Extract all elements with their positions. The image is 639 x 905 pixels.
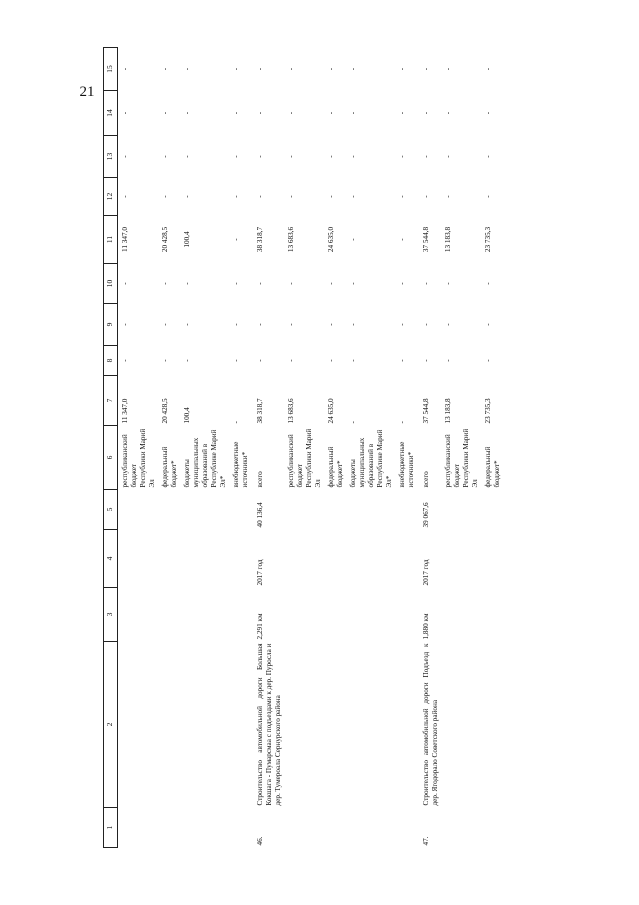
row-number	[324, 808, 346, 848]
amount-total: 20 428,5	[161, 398, 169, 424]
col-header-14: 14	[104, 91, 118, 136]
construction-year	[481, 530, 503, 588]
amount-col-15: -	[256, 67, 264, 71]
object-name	[158, 642, 180, 808]
amount-col-14: -	[398, 111, 406, 115]
amount-col-13: -	[444, 155, 452, 158]
amount-total: 23 735,3	[484, 398, 492, 424]
col-header-10: 10	[104, 264, 118, 304]
col-header-13: 13	[104, 136, 118, 178]
amount-total: 24 635,0	[327, 398, 335, 424]
road-length	[284, 588, 324, 642]
amount-col-13: -	[287, 155, 295, 158]
col-header-3: 3	[104, 588, 118, 642]
amount-col-8: -	[327, 359, 335, 362]
road-length	[481, 588, 503, 642]
amount-col-8: -	[287, 359, 295, 362]
amount-col-14: -	[422, 111, 430, 115]
amount-col-8: -	[183, 359, 191, 362]
row-number	[346, 808, 395, 848]
amount-col-14: -	[444, 111, 452, 115]
page-number: 21	[79, 84, 95, 100]
amount-col-14: -	[349, 111, 357, 115]
col-header-2: 2	[104, 642, 118, 808]
amount-col-13: -	[349, 155, 357, 158]
estimated-cost	[284, 490, 324, 530]
row-number: 46.	[256, 836, 264, 846]
row-number	[441, 808, 481, 848]
amount-col-11: 37 544,8	[422, 226, 430, 253]
object-name: Строительство автомобильной дороги Подъезд к дер. Ягодорало Советского района	[422, 643, 439, 806]
estimated-cost	[441, 490, 481, 530]
table-body	[118, 48, 504, 848]
amount-col-10: -	[444, 282, 452, 285]
table-row	[158, 48, 180, 848]
amount-col-15: -	[121, 67, 129, 71]
amount-col-11: 13 183,8	[444, 226, 452, 253]
funding-source: федеральный бюджет*	[484, 446, 501, 488]
road-length	[324, 588, 346, 642]
amount-total: 13 683,6	[287, 398, 295, 424]
row-number	[284, 808, 324, 848]
amount-col-15: -	[161, 67, 169, 71]
construction-year	[158, 530, 180, 588]
table-row	[229, 48, 251, 848]
col-header-8: 8	[104, 346, 118, 376]
amount-col-13: -	[484, 155, 492, 158]
amount-col-13: -	[398, 155, 406, 158]
amount-col-11: 100,4	[183, 231, 191, 248]
estimated-cost	[229, 490, 251, 530]
column-number-row	[104, 48, 118, 848]
amount-col-9: -	[183, 323, 191, 326]
amount-col-13: -	[183, 155, 191, 158]
amount-col-15: -	[327, 67, 335, 71]
funding-source: республиканский бюджет Республики Марий Эл	[287, 428, 322, 488]
amount-col-8: -	[256, 359, 264, 362]
amount-col-14: -	[256, 111, 264, 115]
estimated-cost	[180, 490, 229, 530]
amount-col-14: -	[183, 111, 191, 115]
amount-total: 37 544,8	[422, 398, 430, 424]
budget-table	[103, 47, 503, 848]
funding-source: всего	[256, 471, 264, 488]
amount-col-10: -	[398, 282, 406, 285]
amount-col-10: -	[349, 282, 357, 285]
amount-col-12: -	[232, 195, 240, 198]
amount-total: -	[398, 421, 406, 424]
construction-year	[324, 530, 346, 588]
road-length: 1,880 км	[422, 613, 430, 640]
amount-col-8: -	[398, 359, 406, 362]
amount-col-9: -	[398, 323, 406, 326]
amount-col-9: -	[484, 323, 492, 326]
amount-col-10: -	[183, 282, 191, 285]
amount-total: -	[232, 421, 240, 424]
funding-source: бюджеты муниципальных образований в Республике Марий Эл*	[183, 429, 227, 488]
construction-year	[284, 530, 324, 588]
amount-col-9: -	[121, 323, 129, 326]
amount-col-10: -	[484, 282, 492, 285]
amount-col-8: -	[232, 359, 240, 362]
rotated-table-container	[103, 48, 553, 848]
table-row	[284, 48, 324, 848]
col-header-4: 4	[104, 530, 118, 588]
estimated-cost	[395, 490, 417, 530]
table-row	[180, 48, 229, 848]
table-row	[118, 48, 159, 848]
table-row	[395, 48, 417, 848]
construction-year	[395, 530, 417, 588]
construction-year: 2017 год	[422, 559, 430, 586]
row-number	[118, 808, 159, 848]
amount-col-12: -	[444, 195, 452, 198]
road-length	[346, 588, 395, 642]
amount-col-10: -	[161, 282, 169, 285]
amount-col-9: -	[287, 323, 295, 326]
amount-col-9: -	[327, 323, 335, 326]
amount-col-12: -	[121, 195, 129, 198]
amount-col-8: -	[444, 359, 452, 362]
amount-col-13: -	[161, 155, 169, 158]
road-length	[180, 588, 229, 642]
estimated-cost	[118, 490, 159, 530]
road-length	[395, 588, 417, 642]
road-length	[158, 588, 180, 642]
amount-col-15: -	[398, 67, 406, 71]
amount-col-13: -	[422, 155, 430, 158]
construction-year	[229, 530, 251, 588]
estimated-cost: 39 067,6	[422, 502, 430, 528]
funding-source: внебюджетные источники*	[398, 441, 415, 488]
amount-col-12: -	[327, 195, 335, 198]
row-number	[481, 808, 503, 848]
col-header-6: 6	[104, 426, 118, 490]
amount-total: -	[349, 421, 357, 424]
amount-col-9: -	[232, 323, 240, 326]
funding-source: республиканский бюджет Республики Марий Эл	[121, 428, 156, 488]
funding-source: внебюджетные источники*	[232, 441, 249, 488]
object-name	[441, 642, 481, 808]
amount-col-13: -	[121, 155, 129, 158]
estimated-cost	[158, 490, 180, 530]
road-length	[229, 588, 251, 642]
object-name	[324, 642, 346, 808]
amount-col-11: 13 683,6	[287, 226, 295, 253]
construction-year	[180, 530, 229, 588]
row-number	[180, 808, 229, 848]
table-row	[346, 48, 395, 848]
amount-col-11: 24 635,0	[327, 226, 335, 253]
amount-col-10: -	[121, 282, 129, 285]
amount-col-8: -	[121, 359, 129, 362]
object-name	[395, 642, 417, 808]
amount-col-10: -	[232, 282, 240, 285]
amount-col-15: -	[232, 67, 240, 71]
table-row	[417, 48, 441, 848]
amount-col-14: -	[232, 111, 240, 115]
amount-col-12: -	[183, 195, 191, 198]
amount-total: 100,4	[183, 407, 191, 424]
object-name	[118, 642, 159, 808]
amount-col-14: -	[287, 111, 295, 115]
object-name	[481, 642, 503, 808]
object-name	[180, 642, 229, 808]
amount-col-14: -	[327, 111, 335, 115]
amount-total: 13 183,8	[444, 398, 452, 424]
road-length	[118, 588, 159, 642]
estimated-cost: 40 136,4	[256, 502, 264, 528]
amount-col-15: -	[183, 67, 191, 71]
amount-col-8: -	[422, 359, 430, 362]
col-header-11: 11	[104, 216, 118, 264]
amount-col-9: -	[256, 323, 264, 326]
amount-col-12: -	[398, 195, 406, 198]
amount-col-12: -	[484, 195, 492, 198]
amount-total: 11 347,0	[121, 398, 129, 424]
row-number	[395, 808, 417, 848]
amount-total: 38 318,7	[256, 398, 264, 424]
amount-col-13: -	[256, 155, 264, 158]
amount-col-12: -	[256, 195, 264, 198]
amount-col-14: -	[161, 111, 169, 115]
amount-col-14: -	[484, 111, 492, 115]
amount-col-11: 20 428,5	[161, 226, 169, 253]
road-length	[441, 588, 481, 642]
amount-col-15: -	[444, 67, 452, 71]
funding-source: федеральный бюджет*	[327, 446, 344, 488]
col-header-7: 7	[104, 376, 118, 426]
amount-col-15: -	[484, 67, 492, 71]
col-header-12: 12	[104, 178, 118, 216]
amount-col-8: -	[484, 359, 492, 362]
object-name	[346, 642, 395, 808]
amount-col-12: -	[161, 195, 169, 198]
col-header-5: 5	[104, 490, 118, 530]
road-length: 2,291 км	[256, 613, 264, 640]
construction-year	[118, 530, 159, 588]
col-header-15: 15	[104, 48, 118, 91]
amount-col-9: -	[422, 323, 430, 326]
amount-col-11: -	[398, 238, 406, 241]
amount-col-15: -	[349, 67, 357, 71]
amount-col-10: -	[287, 282, 295, 285]
funding-source: бюджеты муниципальных образований в Республике Марий Эл*	[349, 429, 393, 488]
construction-year: 2017 год	[256, 559, 264, 586]
table-row	[324, 48, 346, 848]
amount-col-11: -	[232, 238, 240, 241]
amount-col-8: -	[349, 359, 357, 362]
object-name	[284, 642, 324, 808]
amount-col-11: 11 347,0	[121, 227, 129, 252]
amount-col-14: -	[121, 111, 129, 115]
amount-col-13: -	[232, 155, 240, 158]
row-number	[158, 808, 180, 848]
row-number: 47.	[422, 836, 430, 846]
col-header-1: 1	[104, 808, 118, 848]
amount-col-10: -	[422, 282, 430, 285]
amount-col-10: -	[327, 282, 335, 285]
amount-col-12: -	[349, 195, 357, 198]
amount-col-9: -	[444, 323, 452, 326]
amount-col-15: -	[287, 67, 295, 71]
amount-col-11: 23 735,3	[484, 226, 492, 253]
object-name: Строительство автомобильной дороги Большая Кокшага - Пумарсмаа с подъездами к дер. Пуросла и дер. Тумероала Сернурского района	[256, 643, 282, 806]
table-row	[441, 48, 481, 848]
table-row	[251, 48, 284, 848]
funding-source: всего	[422, 471, 430, 488]
row-number	[229, 808, 251, 848]
estimated-cost	[346, 490, 395, 530]
amount-col-8: -	[161, 359, 169, 362]
col-header-9: 9	[104, 304, 118, 346]
object-name	[229, 642, 251, 808]
construction-year	[441, 530, 481, 588]
funding-source: республиканский бюджет Республики Марий Эл	[444, 428, 479, 488]
amount-col-10: -	[256, 282, 264, 285]
amount-col-9: -	[161, 323, 169, 326]
amount-col-11: 38 318,7	[256, 226, 264, 253]
amount-col-13: -	[327, 155, 335, 158]
amount-col-15: -	[422, 67, 430, 71]
table-row	[481, 48, 503, 848]
estimated-cost	[324, 490, 346, 530]
amount-col-11: -	[349, 238, 357, 241]
amount-col-12: -	[287, 195, 295, 198]
construction-year	[346, 530, 395, 588]
amount-col-12: -	[422, 195, 430, 198]
estimated-cost	[481, 490, 503, 530]
funding-source: федеральный бюджет*	[161, 446, 178, 488]
amount-col-9: -	[349, 323, 357, 326]
